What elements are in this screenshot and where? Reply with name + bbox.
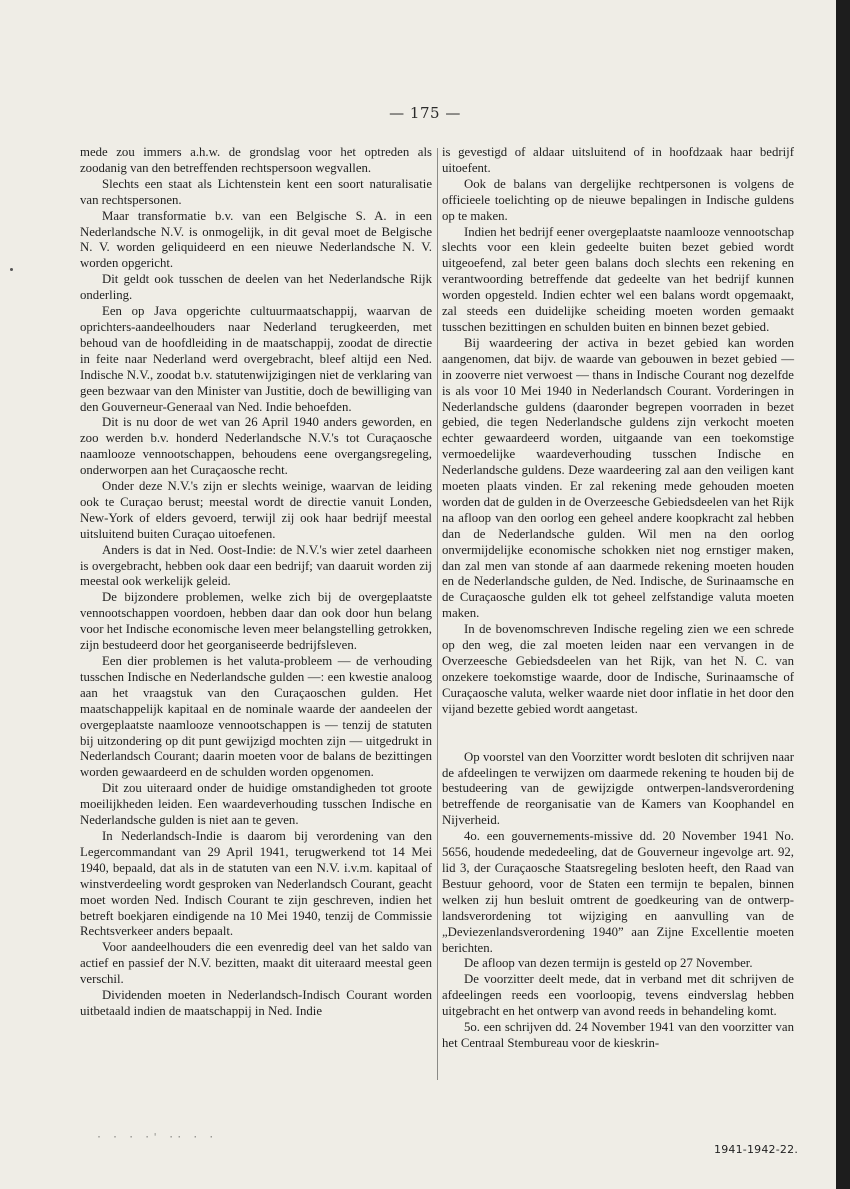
- right-column-paragraph: 5o. een schrijven dd. 24 November 1941 van den voorzitter van het Centraal Stembureau voor de kieskrin-: [442, 1020, 794, 1050]
- left-column: [80, 145, 432, 1020]
- footer-reference: 1941-1942-22.: [714, 1143, 799, 1156]
- right-column-paragraph: Ook de balans van dergelijke rechtpersonen is volgens de officieele toelichting op de nieuwe bepalingen in Indische guldens op te maken.: [442, 176, 794, 223]
- left-column-paragraph: Dit geldt ook tusschen de deelen van het Nederlandsche Rijk onderling.: [80, 272, 432, 303]
- column-divider: [437, 148, 438, 1080]
- left-column-paragraph: Maar transformatie b.v. van een Belgische S. A. in een Nederlandsche N.V. is onmogelijk, in dit geval moet de Belgische N. V. worden geliquideerd en een nieuwe Nederlandsche N. V. worden opgericht.: [80, 208, 432, 271]
- right-column-paragraph: De voorzitter deelt mede, dat in verband met dit schrijven de afdeelingen reeds een voorloopig, tevens eindverslag hebben uitgebracht en het ontwerp van avond reeds in behandeling komt.: [442, 972, 794, 1019]
- left-column-paragraph: In Nederlandsch-Indie is daarom bij verordening van den Legercommandant van 29 April 1941, terugwerkend tot 14 Mei 1940, bepaald, dat als in de statuten van een N.V. i.v.m. kapitaal of winstverdeeling wordt gesproken van Nederlandsch Courant, geacht moet worden Ned. Indisch Courant te zijn geschreven, indien het betreft boekjaren eindigende na 10 Mei 1940, tenzij de Commissie Rechtsverkeer anders bepaalt.: [80, 828, 432, 939]
- right-column-paragraph: De afloop van dezen termijn is gesteld op 27 November.: [464, 956, 753, 971]
- left-column-paragraph: Voor aandeelhouders die een evenredig deel van het saldo van actief en passief der N.V. bezitten, maakt dit uiteraard meestal geen verschil.: [80, 940, 432, 987]
- left-column-paragraph: Dit zou uiteraard onder de huidige omstandigheden tot groote moeilijkheden leiden. Een waardeverhouding tusschen Indische en Nederlandsche gulden is niet aan te geven.: [80, 781, 432, 828]
- page-number: — 175 —: [389, 104, 461, 122]
- margin-speck: [10, 268, 13, 271]
- left-column-paragraph: Dividenden moeten in Nederlandsch-Indisch Courant worden uitbetaald indien de maatschappij in Ned. Indie: [80, 988, 432, 1018]
- right-column-paragraph: Indien het bedrijf eener overgeplaatste naamlooze vennootschap slechts voor een klein gedeelte buiten bezet gebied wordt uitgeoefend, zal beter geen balans doch slechts een rekening en verantwoording betreffende dat gedeelte van het bedrijf kunnen worden opgesteld. Indien echter wel een balans wordt opgemaakt, zal steeds een duidelijke scheiding moeten worden gemaakt tusschen bezittingen en schulden buiten en binnen bezet gebied.: [442, 224, 794, 334]
- right-column-paragraph: is gevestigd of aldaar uitsluitend of in hoofdzaak haar bedrijf uitoefent.: [442, 145, 794, 175]
- left-column-paragraph: De bijzondere problemen, welke zich bij de overgeplaatste vennootschappen voordoen, hebben daar dan ook door hun belang voor het Indische economische leven meer belangstelling getrokken, zijn bestudeerd door het georganiseerde bedrijfsleven.: [80, 590, 432, 653]
- left-column-paragraph: Onder deze N.V.'s zijn er slechts weinige, waarvan de leiding ook te Curaçao berust; meestal wordt de directie vanuit Londen, New-York of elders gevoerd, terwijl zij ook haar bedrijf meestal uitsluitend buiten Curaçao uitoefenen.: [80, 479, 432, 541]
- left-column-paragraph: Dit is nu door de wet van 26 April 1940 anders geworden, en zoo werden b.v. honderd Nederlandsche N.V.'s tot Curaçaosche naamlooze vennootschappen, behoudens eene overgangsregeling, onderworpen aan het Curaçaosche recht.: [80, 415, 432, 478]
- right-column-paragraph: 4o. een gouvernements-missive dd. 20 November 1941 No. 5656, houdende mededeeling, dat de Gouverneur ingevolge art. 92, lid 3, der Curaçaosche Staatsregeling besloten heeft, den Raad van Bestuur gehoord, voor de Staten een termijn te bepalen, binnen welken zij hun besluit omtrent de goedkeuring van de ontwerp-landsverordening tot wijziging en aanvulling van de „Deviezenlandsverordening 1940” aan Zijne Excellentie moeten berichten.: [442, 829, 794, 955]
- right-column: [442, 145, 794, 1052]
- left-column-paragraph: Een op Java opgerichte cultuurmaatschappij, waarvan de oprichters-aandeelhouders naar Nederland terugkeerden, met behoud van de hoofdleiding in de maatschappij, zoodat de directie in feite naar Nederland werd overgebracht, bleef altijd een Ned. Indische N.V., zoodat b.v. statutenwijzigingen niet de verklaring van geen bezwaar van den Minister van Justitie, doch de bewilliging van den Gouverneur-Generaal van Ned. Indie behoefden.: [80, 304, 432, 414]
- left-column-paragraph: Een dier problemen is het valuta-probleem — de verhouding tusschen Indische en Nederlandsche gulden —: een kwestie analoog aan het vraagstuk van den Curaçaoschen gulden. Het maatschappelijk kapitaal en de nominale waarde der aandeelen der overgeplaatste naamlooze vennootschappen is — tenzij de statuten bij uitzondering op dit punt gewijzigd mochten zijn — uitgedrukt in Nederlandsch Courant; daarin moeten voor de balans de bezittingen worden gewaardeerd en de schulden worden opgenomen.: [80, 654, 432, 780]
- right-column-paragraph: In de bovenomschreven Indische regeling zien we een schrede op den weg, die zal moeten leiden naar een vervangen in de Overzeesche Gebiedsdeelen van het Rijk, van het N. C. van onzekere toekomstige waarde, door de Indische, Surinaamsche of Curaçaosche valuta, welker waarde niet door inflatie in het door den vijand bezette gebied wordt aangetast.: [442, 622, 794, 716]
- right-column-paragraph: Op voorstel van den Voorzitter wordt besloten dit schrijven naar de afdeelingen te verwijzen om daarmede rekening te houden bij de bestudeering van de gewijzigde ontwerpen-landsverordening betreffende de reorganisatie van de Kamers van Koophandel en Nijverheid.: [442, 749, 794, 828]
- left-column-paragraph: Slechts een staat als Lichtenstein kent een soort naturalisatie van rechtspersonen.: [80, 176, 432, 207]
- right-column-paragraph: Bij waardeering der activa in bezet gebied kan worden aangenomen, dat bijv. de waarde van gebouwen in bezet gebied — in zooverre niet verwoest — thans in Indische Courant nog dezelfde is als voor 10 Mei 1940 in Nederlandsch Courant. Vorderingen in Nederlandsche guldens (daaronder begrepen voorraden in bezet gebied, die tegen Nederlandsche guldens zijn verkocht moeten echter gewaardeerd worden, uitgaande van een toekomstige vermoedelijke waardeverhouding tusschen Indische en Nederlandsche guldens. Deze waardeering zal aan den veiligen kant moeten plaats vinden. Er zal rekening mede gehouden moeten worden dat de gulden in de Overzeesche Gebiedsdeelen van het Rijk na afloop van den oorlog een geheel andere koopkracht zal hebben dan de Nederlandsche gulden. Wil men na den oorlog onvermijdelijke economische schokken niet nog ernstiger maken, dan zal men van stonde af aan daarmede rekening moeten houden en de Nederlandsche gulden, de Ned. Indische, de Surinaamsche en de Curaçaosche gulden elk tot geheel zelfstandige valuta moeten maken.: [442, 335, 794, 621]
- footer-left-mark: · · · ·' ·· · ·: [96, 1132, 217, 1143]
- left-column-paragraph: mede zou immers a.h.w. de grondslag voor het optreden als zoodanig van den betreffenden rechtspersoon wegvallen.: [80, 145, 432, 175]
- left-column-paragraph: Anders is dat in Ned. Oost-Indie: de N.V.'s wier zetel daarheen is overgebracht, hebben ook daar een bedrijf; van daaruit worden zij meestal ook werkelijk geleid.: [80, 542, 432, 589]
